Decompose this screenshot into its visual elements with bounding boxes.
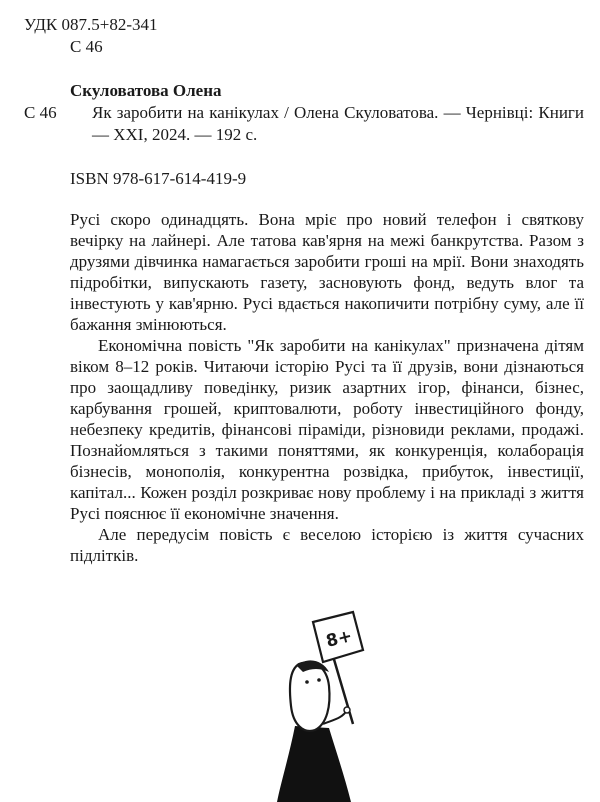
isbn: ISBN 978-617-614-419-9 [70, 169, 247, 188]
catalog-entry [24, 102, 584, 146]
annotation-paragraph: Але передусім повість є веселою історією із життя сучасних підлітків. [70, 525, 584, 565]
age-sign-label: 8+ [324, 626, 355, 652]
annotation-paragraph: Економічна повість "Як заробити на канікулах" призначена дітям віком 8–12 років. Читаючи історію Русі та її друзів, вони дізнаються про заощадливу поведінку, ризик азартних ігор, фінанси, бізнес, карбування грошей, криптовалюти, роботу інвестиційного фонду, небезпеку кредитів, фінансові піраміди, різновиди реклами, продажі. Познайомляться з такими поняттями, як конкуренція, колаборація бізнесів, монополія, конкурентна розвідка, прибуток, інвестиції, капітал... Кожен розділ розкриває нову проблему і на прикладі з життя Русі пояснює її економічне значення. [70, 336, 584, 523]
author-name: Скуловатова Олена [70, 81, 222, 100]
udk-block [24, 14, 158, 58]
character-body [277, 726, 351, 802]
udk-code: УДК 087.5+82-341 [24, 15, 158, 34]
character-eye [305, 680, 309, 684]
character-head [290, 662, 330, 731]
character-eye [317, 678, 321, 682]
catalog-description: Як заробити на канікулах / Олена Скуловатова. — Чернівці: Книги — XXI, 2024. — 192 с. [92, 103, 584, 144]
udk-author-mark: С 46 [70, 37, 103, 56]
character-hand [344, 707, 350, 713]
annotation [70, 209, 584, 566]
annotation-paragraph: Русі скоро одинадцять. Вона мріє про новий телефон і святкову вечірку на лайнері. Але татова кав'ярня на межі банкрутства. Разом з друзями дівчинка намагається заробити гроші на мрії. Вони знаходять підробітки, випускають газету, засновують фонд, ведуть влог та інвестують у кав'ярню. Русі вдається накопичити потрібну суму, але її бажання змінюються. [70, 210, 584, 334]
catalog-code: С 46 [24, 103, 57, 122]
age-rating-illustration [255, 606, 385, 802]
